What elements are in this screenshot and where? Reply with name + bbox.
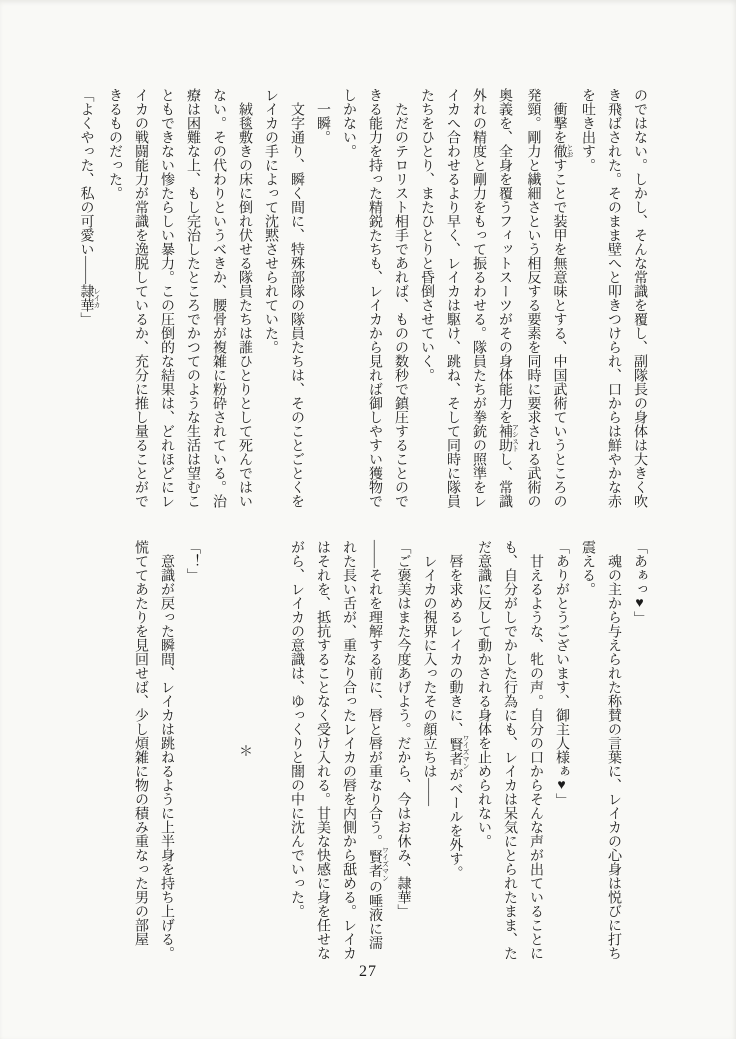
text-column: のではない。しかし、そんな常識を覆し、副隊長の身体は大きく吹 (632, 88, 647, 508)
text-column: 「あぁっ♥」 (632, 540, 647, 625)
text-column: だ意識に反して動かされる身体を止められない。 (476, 540, 491, 848)
scene-break-asterisk: ＊ (237, 744, 252, 758)
text-column: 療は困難な上、もし完治したところでかつてのような生活は望むこ (185, 88, 200, 508)
text-column: イカの戦闘能力が常識を逸脱しているか、充分に推し量ることがで (133, 88, 148, 508)
text-column: ない。その代わりというべきか、腰骨が複雑に粉砕されている。治 (211, 88, 226, 508)
text-column: イカへ合わせるより早く、レイカは駆け、跳ね、そして同時に隊員 (445, 88, 460, 508)
text-column: 震える。 (580, 540, 595, 596)
text-column: 衝撃を徹 とおすことで装甲を無意味とする、中国武術ていうところの (551, 88, 574, 508)
text-column: しかない。 (341, 88, 356, 158)
text-column: 「ありがとうございます、御主人様ぁ♥」 (554, 540, 569, 807)
page-number: 27 (359, 963, 377, 980)
text-column: 奥義を、全身を覆うフィットスーツがその身体能力を補助 アシストし、常識 (497, 88, 520, 508)
text-column: 「！」 (185, 540, 200, 582)
text-column: レイカの視界に入ったその顔立ちは―― (421, 540, 437, 806)
text-column: 甘えるような、牝の声。自分の口からそんな声が出ていることに (528, 540, 543, 960)
blank-line (205, 540, 231, 962)
text-column: 「ご褒美はまた今度あげよう。だから、今はお休み、隷華」 (395, 540, 411, 918)
text-column: 一瞬。 (315, 88, 330, 144)
text-column: レイカの手によって沈黙させられていた。 (263, 88, 278, 354)
text-column: 慌ててあたりを見回せば、少し煩雑に物の積み重なった男の部屋 (133, 540, 148, 946)
text-column: ――それを理解する前に、唇と唇が重なり合う。賢者 ワイズマンの唾液に濡 (367, 540, 390, 950)
text-column: き飛ばされた。そのまま壁へと叩きつけられ、口からは鮮やかな赤 (606, 88, 621, 508)
top-text-block (73, 88, 653, 528)
ruby-annotated-word: 隷華 レイカ (78, 284, 101, 312)
ruby-annotated-word: 補助 アシスト (497, 424, 520, 452)
text-column: 発頸。剛力と繊細さという相反する要素を同時に要求される武術の (525, 88, 541, 508)
text-column: 魂の主から与えられた称賛の言葉に、レイカの心身は悦びに打ち (606, 540, 621, 960)
text-column: も、自分がしでかした行為にも、レイカは呆気にとられたまま、た (502, 540, 517, 960)
text-column: 唇を求めるレイカの動きに、賢者 ワイズマンがベールを外す。 (447, 540, 470, 880)
text-column: たちをひとり、またひとりと昏倒させていく。 (419, 88, 434, 382)
text-column: 「よくやった、私の可愛い――隷華 レイカ」 (78, 88, 101, 326)
text-column: れた長い舌が、重なり合ったレイカの唇を内側から舐める。レイカ (341, 540, 356, 960)
text-column: ともできない惨たらしい暴力。この圧倒的な結果は、どれほどにレ (159, 88, 174, 508)
text-column: がら、レイカの意識は、ゆっくりと闇の中に沈んでいった。 (289, 540, 304, 918)
text-column: きる能力を持った精鋭たちも、レイカから見れば御しやすい獲物で (367, 88, 382, 508)
ruby-annotated-word: 賢者 ワイズマン (367, 846, 390, 882)
text-column: きるものだった。 (107, 88, 122, 200)
text-column: 文字通り、瞬く間に、特殊部隊の隊員たちは、そのことごとくを (289, 88, 304, 508)
blank-line (257, 540, 283, 962)
ruby-annotated-word: 賢者 ワイズマン (447, 734, 470, 770)
text-column: ただのテロリスト相手であれば、ものの数秒で鎮圧することので (393, 88, 408, 508)
bottom-text-block (127, 540, 652, 962)
text-column: はそれを、抵抗することなく受け入れる。甘美な快感に身を任せな (315, 540, 330, 960)
ruby-annotated-word: 徹 とお (551, 144, 574, 158)
text-column: 外れの精度と剛力をもって振るわせる。隊員たちが拳銃の照準をレ (471, 88, 486, 508)
text-column: 意識が戻った瞬間、レイカは跳ねるように上半身を持ち上げる。 (159, 540, 174, 960)
text-column: を吐き出す。 (580, 88, 595, 172)
text-column: 絨毯敷きの床に倒れ伏せる隊員たちは誰ひとりとして死んではい (237, 88, 252, 508)
